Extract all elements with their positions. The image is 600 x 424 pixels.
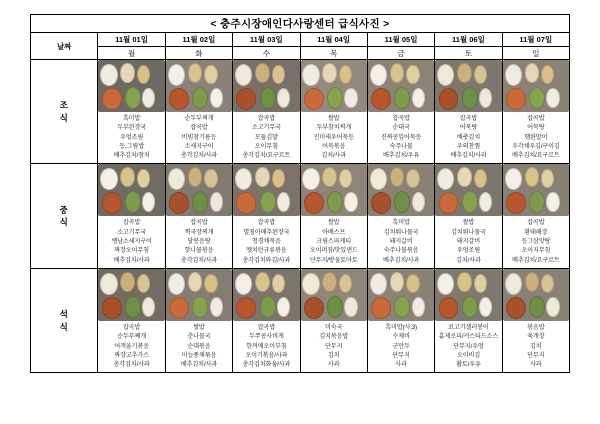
- menu-cell: [98, 164, 165, 268]
- menu-item: 훔제로피/커스타드소스: [438, 333, 499, 341]
- menu-cell: [367, 164, 434, 268]
- menu-item: 순두부찌개: [184, 115, 214, 122]
- menu-item: 볶음밥: [527, 323, 545, 331]
- menu-item: 어묵볶음: [322, 142, 346, 150]
- menu-item: 배추김치/요구르트: [511, 152, 560, 160]
- menu-item: 숙주나물볶음: [383, 247, 419, 255]
- menu-item: 단무지/방울토마토: [309, 256, 358, 264]
- menu-item: 순두부째개: [117, 333, 146, 341]
- menu-item: 어객울기볶음: [114, 342, 149, 350]
- date-header-6: 11월 07일: [502, 33, 569, 47]
- meal-photo: [368, 60, 434, 112]
- menu-item: 크림스파게티: [316, 238, 352, 246]
- menu-items: [233, 321, 299, 372]
- menu-cell: [300, 164, 367, 268]
- menu-table: [30, 14, 570, 373]
- meal-label-lunch-char-0: 중: [59, 204, 69, 215]
- menu-item: 춘나물국: [187, 333, 211, 341]
- meal-photo: [503, 164, 569, 216]
- menu-item: 사과: [395, 361, 407, 369]
- menu-item: 총각김치/요구르트: [242, 152, 291, 160]
- menu-item: 순대국: [392, 124, 410, 132]
- menu-items: [503, 216, 569, 267]
- menu-item: 단무지: [392, 351, 410, 359]
- meal-photo: [503, 269, 569, 321]
- menu-item: 오이무침: [254, 142, 278, 150]
- menu-item: 진미새우어묵등: [313, 133, 354, 141]
- menu-item: 쩍국장찌개: [184, 228, 214, 236]
- menu-items: [435, 321, 501, 372]
- meal-photo: [98, 269, 164, 321]
- menu-item: 총각김치/사과: [113, 361, 150, 369]
- menu-item: 모둠김말: [254, 133, 278, 141]
- meal-photo: [435, 164, 501, 216]
- day-header-5: 토: [435, 47, 502, 60]
- menu-item: 우각채우김/구이김: [511, 142, 560, 150]
- menu-cell: [502, 60, 569, 164]
- menu-items: [503, 112, 569, 163]
- meal-photo: [503, 60, 569, 112]
- menu-item: 돼지갈비: [456, 238, 480, 246]
- menu-item: 청경채묵음: [251, 238, 281, 246]
- meal-row-lunch: [31, 164, 570, 268]
- menu-item: 김치/사과: [456, 256, 481, 264]
- menu-item: 잡곡밥: [257, 219, 275, 227]
- menu-items: [233, 112, 299, 163]
- meal-photo: [301, 164, 367, 216]
- menu-item: 우엉조림: [456, 247, 480, 255]
- menu-item: 핫나물볶음: [184, 247, 214, 255]
- menu-item: 김치튀나물국: [451, 228, 486, 236]
- meal-label-dinner-char-1: 식: [59, 321, 69, 332]
- menu-item: 단무지: [325, 342, 343, 350]
- menu-item: 멸칭아매추된장국: [243, 228, 290, 236]
- day-header-0: 월: [98, 47, 165, 60]
- menu-item: 숙주나물: [389, 142, 413, 150]
- meal-label-dinner-char-0: 석: [59, 309, 69, 320]
- date-header-1: 11월 02일: [165, 33, 232, 47]
- menu-items: [435, 216, 501, 267]
- menu-item: 잡곡밥: [257, 323, 275, 331]
- day-header-3: 목: [300, 47, 367, 60]
- menu-cell: [300, 268, 367, 372]
- date-header-row: [31, 33, 570, 47]
- menu-items: [98, 112, 164, 163]
- menu-item: 배추김치/사과: [113, 256, 150, 264]
- menu-item: 김치: [327, 351, 340, 359]
- menu-item: 총각김치/사과: [180, 152, 218, 160]
- menu-items: [503, 321, 569, 372]
- meal-photo: [435, 269, 501, 321]
- menu-cell: [233, 60, 300, 164]
- menu-items: [166, 112, 232, 163]
- menu-items: [368, 216, 434, 267]
- menu-item: 잡곡밥: [527, 219, 545, 227]
- menu-cell: [435, 164, 502, 268]
- menu-item: 돼지갈비: [389, 238, 413, 246]
- menu-item: 군만두: [392, 342, 410, 350]
- menu-item: 료고기샐러봉이: [448, 323, 489, 331]
- meal-photo: [233, 60, 299, 112]
- menu-cell: [165, 164, 232, 268]
- menu-items: [435, 112, 501, 163]
- menu-item: 배추김치/사과: [382, 256, 420, 264]
- menu-items: [301, 112, 367, 163]
- menu-item: 우엉조림: [120, 133, 144, 141]
- menu-item: 배추김치/사과: [180, 361, 218, 369]
- menu-item: 총각김치/사과: [180, 256, 218, 264]
- menu-item: 사과: [530, 361, 542, 369]
- menu-item: 멧치런규류볶음: [246, 247, 287, 255]
- menu-item: 짜장고추가스: [114, 351, 149, 359]
- menu-item: 쌩남소세지구이: [111, 238, 152, 246]
- menu-cell: [165, 60, 232, 164]
- menu-item: 소고기무국: [117, 228, 146, 236]
- meal-photo: [233, 269, 299, 321]
- menu-item: 순대볶음: [187, 342, 211, 350]
- meal-photo: [98, 60, 164, 112]
- menu-cell: [233, 268, 300, 372]
- menu-item: 육개장: [527, 333, 545, 341]
- menu-item: 진짜콩잎어묵등: [380, 133, 422, 141]
- meal-photo: [166, 164, 232, 216]
- meal-row-breakfast: [31, 60, 570, 164]
- menu-item: 미숙국: [325, 323, 343, 331]
- title-row: [31, 15, 570, 33]
- corner-label: 날짜: [31, 33, 98, 60]
- menu-item: 햄완말이: [524, 133, 548, 141]
- menu-item: 총각김치와김/사과: [242, 256, 291, 264]
- menu-item: 수제비: [392, 333, 410, 341]
- menu-items: [98, 216, 164, 267]
- meal-photo: [301, 269, 367, 321]
- meal-photo: [233, 164, 299, 216]
- menu-item: 단무지: [527, 351, 545, 359]
- menu-item: 사과: [327, 361, 340, 369]
- menu-items: [301, 321, 367, 372]
- menu-cell: [435, 268, 502, 372]
- menu-item: 오이퍼짐/맛있샌드: [309, 247, 358, 255]
- menu-item: 흑미밥: [122, 115, 141, 122]
- menu-items: [166, 216, 232, 267]
- menu-cell: [502, 268, 569, 372]
- meal-photo: [98, 164, 164, 216]
- date-header-4: 11월 05일: [367, 33, 434, 47]
- meal-label-lunch: [31, 164, 98, 268]
- menu-item: 등그삼맛탕: [521, 238, 551, 246]
- menu-cell: [233, 164, 300, 268]
- menu-item: 어묵탕: [527, 124, 545, 132]
- menu-item: 쌀밥: [327, 115, 340, 122]
- menu-item: 달봉음탕: [187, 238, 211, 246]
- meal-label-breakfast-char-1: 식: [59, 112, 69, 123]
- menu-cell: [98, 60, 165, 164]
- menu-cell: [98, 268, 165, 372]
- day-header-2: 수: [233, 47, 300, 60]
- page-title: < 충주시장애인다사랑센터 급식사진 >: [31, 15, 570, 33]
- menu-item: 소세지구이: [184, 142, 214, 150]
- menu-item: 소고기무국: [251, 124, 281, 132]
- date-header-3: 11월 04일: [300, 33, 367, 47]
- menu-item: 두쭈콩사비게: [248, 333, 284, 341]
- date-header-2: 11월 03일: [233, 33, 300, 47]
- menu-item: 배춧김치: [456, 133, 480, 141]
- meal-photo: [435, 60, 501, 112]
- menu-item: 흑미밥(사,3): [385, 323, 417, 331]
- menu-item: 오이비김: [456, 351, 480, 359]
- menu-item: 잡곡밥: [459, 115, 478, 122]
- menu-item: 짜장오이무침: [114, 247, 149, 255]
- menu-cell: [165, 268, 232, 372]
- menu-cell: [435, 60, 502, 164]
- menu-cell: [300, 60, 367, 164]
- meal-photo: [368, 164, 434, 216]
- menu-item: 아배스프: [322, 228, 346, 236]
- menu-item: 배추김치/우유: [382, 152, 420, 160]
- menu-items: [368, 112, 434, 163]
- menu-item: 배추김치/요구르트: [511, 256, 560, 264]
- meal-label-lunch-char-1: 식: [59, 217, 69, 228]
- menu-item: 쌀밥: [462, 219, 475, 227]
- meal-row-dinner: [31, 268, 570, 372]
- menu-item: 김치튀나물국: [383, 228, 419, 236]
- menu-item: 흑미밥: [392, 219, 410, 227]
- menu-item: 우의찬찜: [456, 142, 480, 150]
- menu-item: 어묵탕: [459, 124, 478, 132]
- day-header-4: 금: [367, 47, 434, 60]
- menu-items: [166, 321, 232, 372]
- day-header-row: [31, 47, 570, 60]
- menu-item: 오이기볶음/사과: [245, 351, 288, 359]
- menu-item: 김치/사과: [321, 152, 346, 160]
- menu-item: 잡곡밥: [527, 115, 545, 122]
- menu-item: 김치: [530, 342, 542, 350]
- menu-items: [233, 216, 299, 267]
- menu-item: 황태해장: [524, 228, 548, 236]
- menu-item: 오이지무침: [521, 247, 551, 255]
- menu-item: 활토/우유: [456, 361, 481, 369]
- meal-label-dinner: [31, 268, 98, 372]
- day-header-6: 일: [502, 47, 569, 60]
- menu-item: 쌀밥: [193, 323, 205, 331]
- date-header-5: 11월 06일: [435, 33, 502, 47]
- meal-label-breakfast: [31, 60, 98, 164]
- meal-photo: [166, 60, 232, 112]
- date-header-0: 11월 01일: [98, 33, 165, 47]
- meal-photo: [368, 269, 434, 321]
- menu-items: [301, 216, 367, 267]
- menu-items: [368, 321, 434, 372]
- menu-item: 잡곡밥: [257, 115, 275, 122]
- menu-items: [98, 321, 164, 372]
- menu-item: 두부참치찌개: [316, 124, 352, 132]
- meal-label-breakfast-char-0: 조: [59, 100, 69, 111]
- menu-item: 배추김치/사과: [450, 152, 487, 160]
- menu-item: 쌀밥: [327, 219, 340, 227]
- menu-item: 잡곡밥: [392, 115, 410, 122]
- menu-item: 비빔참기름등: [181, 133, 217, 141]
- menu-cell: [502, 164, 569, 268]
- menu-item: 잡곡밥: [190, 219, 208, 227]
- meal-photo: [166, 269, 232, 321]
- day-header-1: 화: [165, 47, 232, 60]
- menu-item: 두부된장국: [117, 124, 146, 132]
- menu-item: 등,그림밥: [119, 142, 144, 150]
- meal-photo: [301, 60, 367, 112]
- menu-item: 총각김치화움/사과: [242, 361, 291, 369]
- menu-item: 잡곡밥: [122, 219, 141, 227]
- menu-cell: [367, 268, 434, 372]
- menu-item: 한꺼매오이부침: [246, 342, 287, 350]
- menu-item: 김치볶음밥: [319, 333, 349, 341]
- menu-item: 미능풍채묶음: [181, 351, 217, 359]
- menu-cell: [367, 60, 434, 164]
- menu-item: 잡곡밥: [190, 124, 208, 132]
- menu-item: 잡곡밥: [122, 323, 141, 331]
- menu-item: 배추김치/참치: [113, 152, 150, 160]
- menu-item: 단무지/우엉: [453, 342, 484, 350]
